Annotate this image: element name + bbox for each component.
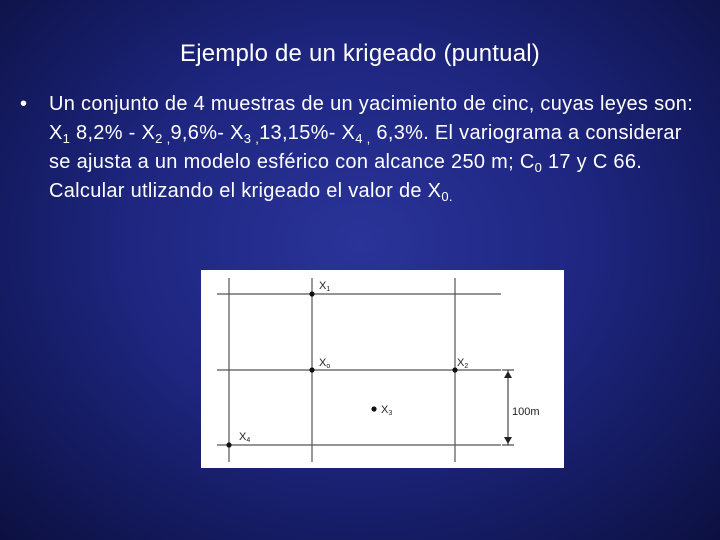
point-x4: [226, 442, 231, 447]
slide-title: Ejemplo de un krigeado (puntual): [180, 40, 540, 67]
bullet-text: [49, 90, 700, 206]
label-x3: X3: [381, 404, 393, 417]
subscript-1: 1: [62, 131, 71, 146]
label-x2: X2: [457, 357, 469, 370]
subscript-c0: 0: [534, 160, 543, 175]
arrow-down-icon: [504, 437, 512, 444]
subscript-2: 2 ,: [155, 131, 171, 146]
scale-label: 100m: [512, 406, 540, 418]
bullet-text-part-6: 17 y C 66. Calcular utlizando el krigeado el valor de X: [49, 151, 643, 202]
bullet-text-part-5: 6,3%. El variograma a considerar se ajusta a un modelo esférico con alcance 250 m; C: [49, 122, 682, 173]
point-x3: [371, 406, 376, 411]
point-x1: [309, 291, 314, 296]
grid-lines: [217, 278, 501, 462]
bullet-text-part-1: Un conjunto de 4 muestras de un yacimiento de cinc, cuyas leyes son: X: [49, 93, 694, 144]
bullet-text-part-4: 13,15%- X: [259, 122, 356, 144]
point-x0: [309, 367, 314, 372]
arrow-up-icon: [504, 371, 512, 378]
bullet-marker: •: [20, 93, 28, 115]
label-x1: X1: [319, 280, 331, 293]
subscript-4: 4 ,: [355, 131, 371, 146]
label-x4: X4: [239, 431, 251, 444]
bullet-paragraph: [20, 90, 700, 206]
sample-grid-diagram: [201, 270, 564, 468]
subscript-x0: 0.: [441, 189, 453, 204]
sample-grid-figure: [201, 270, 564, 468]
bullet-text-part-3: 9,6%- X: [170, 122, 244, 144]
subscript-3: 3 ,: [243, 131, 260, 146]
label-x0: Xo: [319, 357, 331, 370]
bullet-text-part-2: 8,2% - X: [70, 122, 156, 144]
